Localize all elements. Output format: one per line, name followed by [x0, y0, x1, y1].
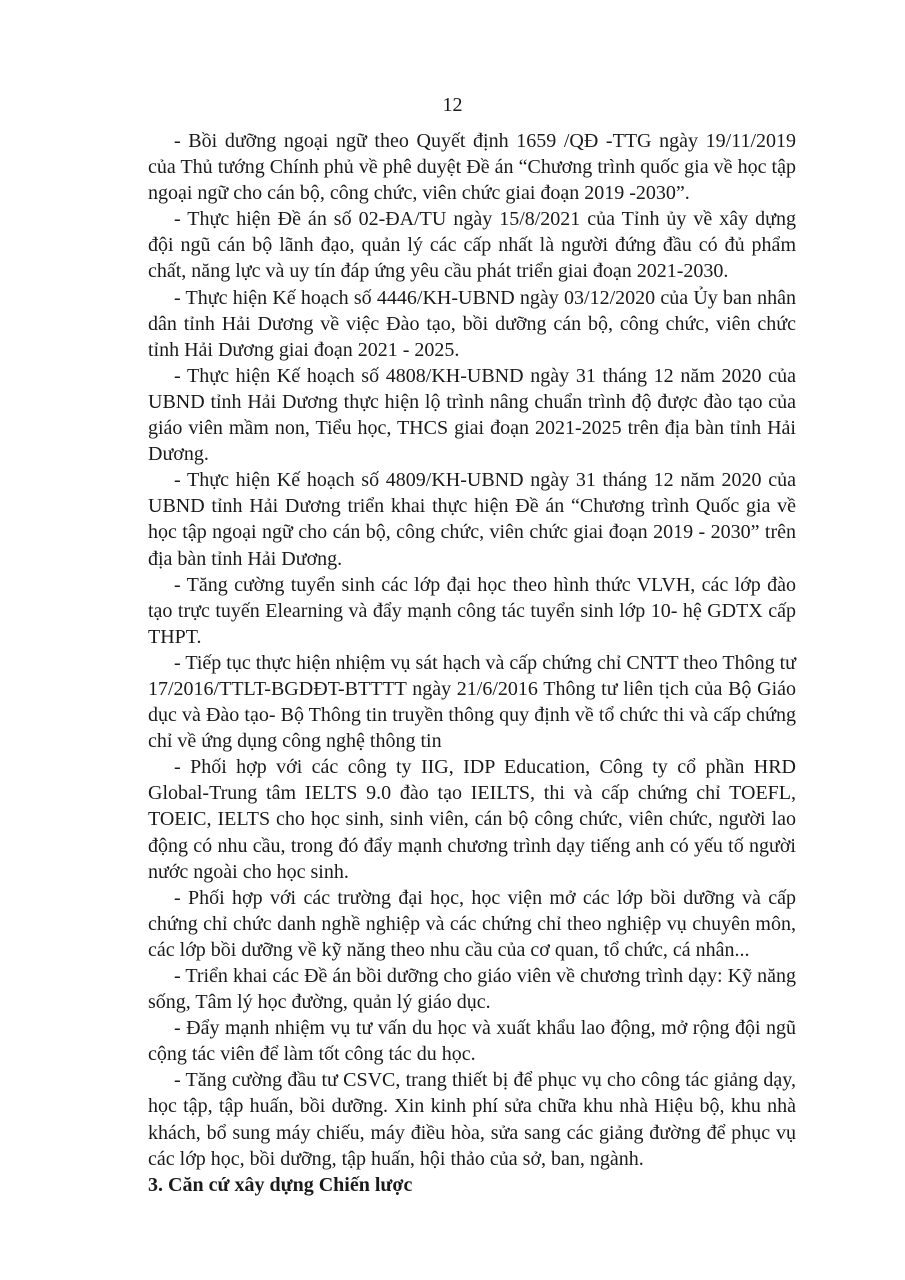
page-number: 12 — [442, 94, 463, 116]
paragraph: - Tiếp tục thực hiện nhiệm vụ sát hạch và cấp chứng chỉ CNTT theo Thông tư 17/2016/TTLT-BGDĐT-BTTTT ngày 21/6/2016 Thông tư liên tịch của Bộ Giáo dục và Đào tạo- Bộ Thông tin truyền thông quy định về tổ chức thi và cấp chứng chỉ về ứng dụng công nghệ thông tin — [148, 651, 796, 753]
paragraph: - Thực hiện Kế hoạch số 4808/KH-UBND ngày 31 tháng 12 năm 2020 của UBND tỉnh Hải Dương thực hiện lộ trình nâng chuẩn trình độ được đào tạo của giáo viên mầm non, Tiểu học, THCS giai đoạn 2021-2025 trên địa bàn tỉnh Hải Dương. — [148, 364, 796, 466]
paragraph: - Bồi dưỡng ngoại ngữ theo Quyết định 1659 /QĐ -TTG ngày 19/11/2019 của Thủ tướng Chính phủ về phê duyệt Đề án “Chương trình quốc gia về học tập ngoại ngữ cho cán bộ, công chức, viên chức giai đoạn 2019 -2030”. — [148, 130, 796, 205]
section-heading: 3. Căn cứ xây dựng Chiến lược — [148, 1173, 413, 1196]
paragraph: - Thực hiện Kế hoạch số 4446/KH-UBND ngày 03/12/2020 của Ủy ban nhân dân tỉnh Hải Dương về việc Đào tạo, bồi dưỡng cán bộ, công chức, viên chức tỉnh Hải Dương giai đoạn 2021 - 2025. — [148, 286, 796, 361]
paragraph: - Thực hiện Đề án số 02-ĐA/TU ngày 15/8/2021 của Tỉnh ủy về xây dựng đội ngũ cán bộ lãnh đạo, quản lý các cấp nhất là người đứng đầu có đủ phẩm chất, năng lực và uy tín đáp ứng yêu cầu phát triển giai đoạn 2021-2030. — [148, 208, 796, 283]
paragraph: - Triển khai các Đề án bồi dưỡng cho giáo viên về chương trình dạy: Kỹ năng sống, Tâm lý học đường, quản lý giáo dục. — [148, 965, 796, 1014]
paragraph: - Tăng cường tuyển sinh các lớp đại học theo hình thức VLVH, các lớp đào tạo trực tuyến Elearning và đẩy mạnh công tác tuyển sinh lớp 10- hệ GDTX cấp THPT. — [148, 573, 796, 648]
paragraph: - Thực hiện Kế hoạch số 4809/KH-UBND ngày 31 tháng 12 năm 2020 của UBND tỉnh Hải Dương triển khai thực hiện Đề án “Chương trình Quốc gia về học tập ngoại ngữ cho cán bộ, công chức, viên chức giai đoạn 2019 - 2030” trên địa bàn tỉnh Hải Dương. — [148, 469, 796, 570]
paragraph: - Phối hợp với các trường đại học, học viện mở các lớp bồi dưỡng và cấp chứng chỉ chức danh nghề nghiệp và các chứng chỉ theo nghiệp vụ chuyên môn, các lớp bồi dưỡng về kỹ năng theo nhu cầu của cơ quan, tổ chức, cá nhân... — [148, 886, 796, 961]
document-body — [148, 128, 796, 1198]
paragraph: - Phối hợp với các công ty IIG, IDP Education, Công ty cổ phần HRD Global-Trung tâm IELTS 9.0 đào tạo IEILTS, thi và cấp chứng chỉ TOEFL, TOEIC, IELTS cho học sinh, sinh viên, cán bộ công chức, viên chức, người lao động có nhu cầu, trong đó đẩy mạnh chương trình dạy tiếng anh có yếu tố người nước ngoài cho học sinh. — [148, 756, 796, 883]
paragraph: - Đẩy mạnh nhiệm vụ tư vấn du học và xuất khẩu lao động, mở rộng đội ngũ cộng tác viên để làm tốt công tác du học. — [148, 1017, 796, 1066]
paragraph: - Tăng cường đầu tư CSVC, trang thiết bị để phục vụ cho công tác giảng dạy, học tập, tập huấn, bồi dưỡng. Xin kinh phí sửa chữa khu nhà Hiệu bộ, khu nhà khách, bổ sung máy chiếu, máy điều hòa, sửa sang các giảng đường để phục vụ các lớp học, bồi dưỡng, tập huấn, hội thảo của sở, ban, ngành. — [148, 1069, 796, 1170]
